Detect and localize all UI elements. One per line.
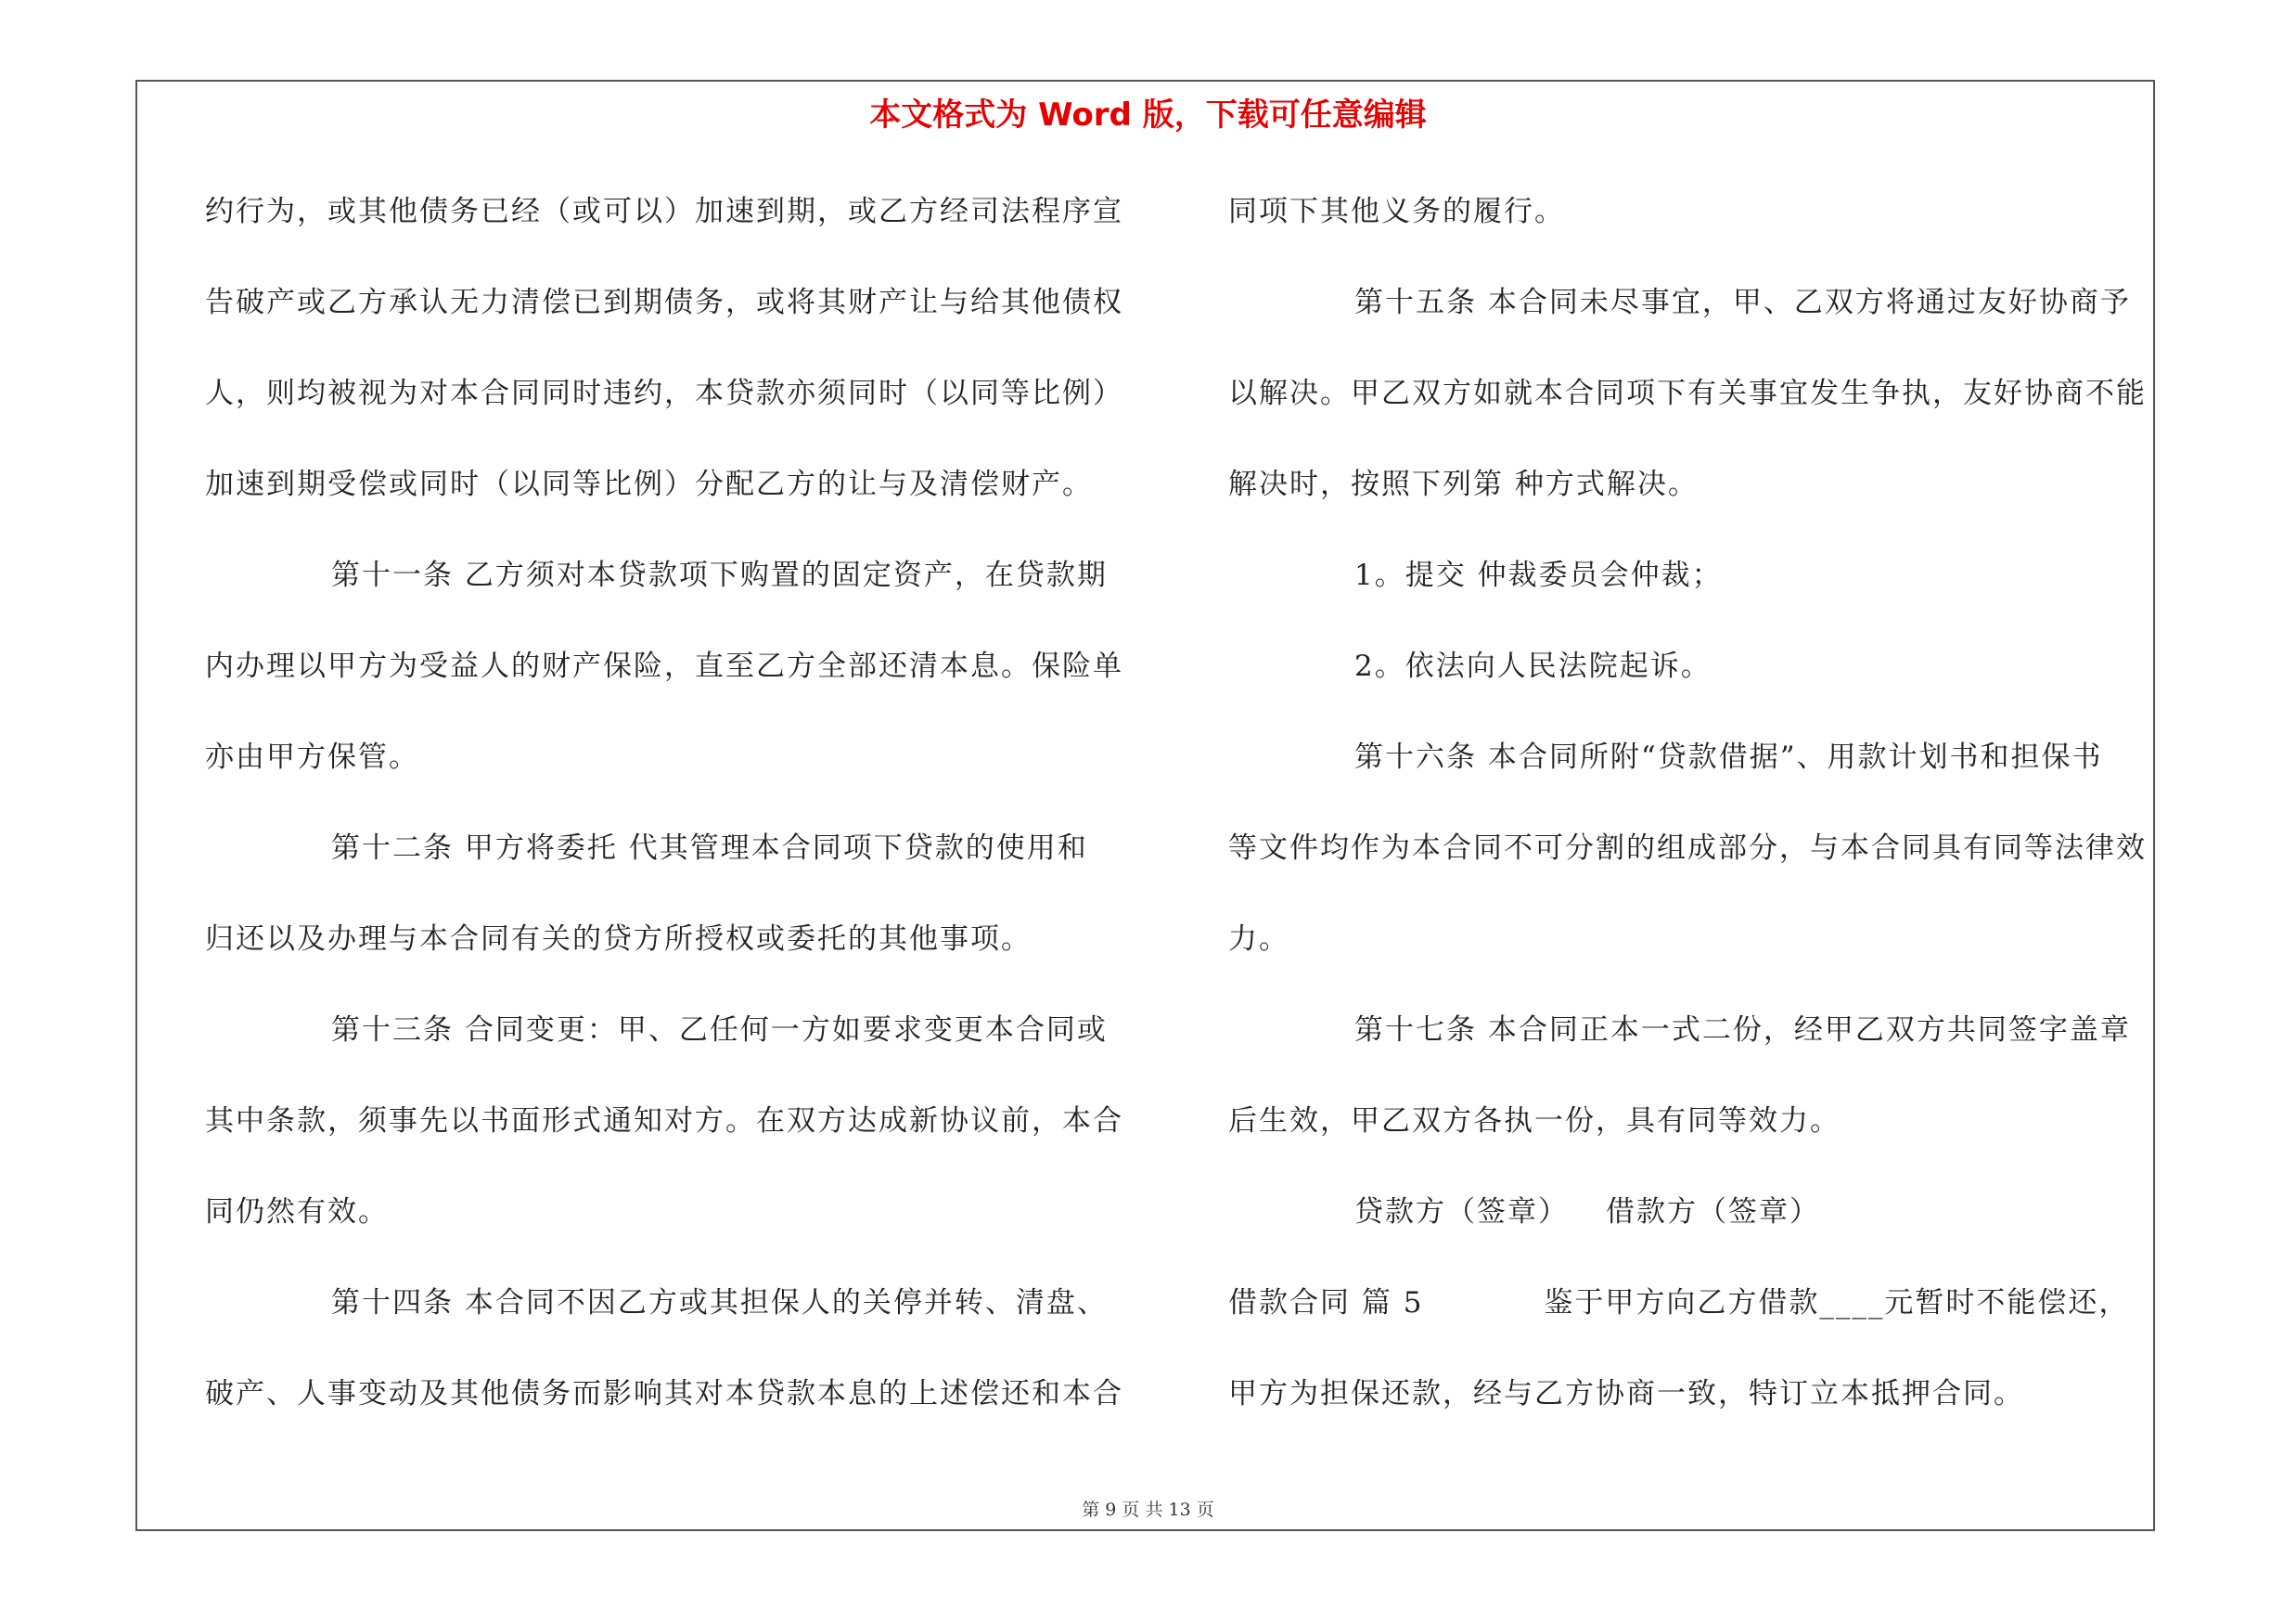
paragraph-line: 解决时，按照下列第 种方式解决。 [1228,468,1699,501]
paragraph-line: 告破产或乙方承认无力清偿已到期债务，或将其财产让与给其他债权 [205,286,1123,319]
article-17-start: 第十七条 本合同正本一式二份，经甲乙双方共同签字盖章 [1354,1013,2131,1047]
paragraph-line: 力。 [1228,922,1289,956]
paragraph-line: 亦由甲方保管。 [205,741,419,774]
contract-heading: 借款合同 篇 5 [1228,1286,1424,1320]
option-1: 1。提交 仲裁委员会仲裁； [1354,559,1723,592]
article-16-start: 第十六条 本合同所附“贷款借据”、用款计划书和担保书 [1354,741,2103,774]
article-14-start: 第十四条 本合同不因乙方或其担保人的关停并转、清盘、 [331,1286,1108,1320]
page-number: 第 9 页 共 13 页 [1082,1500,1214,1520]
right-column [1228,182,2156,1455]
article-11-start: 第十一条 乙方须对本贷款项下购置的固定资产，在贷款期 [331,559,1108,592]
paragraph-line: 后生效，甲乙双方各执一份，具有同等效力。 [1228,1104,1841,1138]
paragraph-line: 加速到期受偿或同时（以同等比例）分配乙方的让与及清偿财产。 [205,468,1093,501]
paragraph-line: 人，则均被视为对本合同同时违约，本贷款亦须同时（以同等比例） [205,377,1123,410]
paragraph-line: 其中条款，须事先以书面形式通知对方。在双方达成新协议前，本合 [205,1104,1123,1138]
left-column [205,182,1142,1455]
paragraph-line: 归还以及办理与本合同有关的贷方所授权或委托的其他事项。 [205,922,1032,956]
paragraph-line: 以解决。甲乙双方如就本合同项下有关事宜发生争执，友好协商不能 [1228,377,2147,410]
article-12-start: 第十二条 甲方将委托 代其管理本合同项下贷款的使用和 [331,831,1088,865]
signature-line [1228,1182,2156,1273]
lender-signature: 贷款方（签章） [1354,1195,1569,1229]
paragraph-line: 同项下其他义务的履行。 [1228,195,1565,228]
paragraph-line: 内办理以甲方为受益人的财产保险，直至乙方全部还清本息。保险单 [205,650,1123,683]
article-13-start: 第十三条 合同变更：甲、乙任何一方如要求变更本合同或 [331,1013,1108,1047]
paragraph-line: 约行为，或其他债务已经（或可以）加速到期，或乙方经司法程序宣 [205,195,1123,228]
paragraph-line: 甲方为担保还款，经与乙方协商一致，特订立本抵押合同。 [1228,1377,2024,1410]
paragraph-line: 等文件均作为本合同不可分割的组成部分，与本合同具有同等法律效 [1228,831,2147,865]
paragraph-line: 破产、人事变动及其他债务而影响其对本贷款本息的上述偿还和本合 [205,1377,1123,1410]
contract-intro: 鉴于甲方向乙方借款____元暂时不能偿还， [1544,1286,2130,1320]
article-15-start: 第十五条 本合同未尽事宜，甲、乙双方将通过友好协商予 [1354,286,2131,319]
paragraph-line: 同仍然有效。 [205,1195,389,1229]
contract-heading-line [1228,1273,2156,1364]
option-2: 2。依法向人民法院起诉。 [1354,650,1712,683]
borrower-signature: 借款方（签章） [1606,1195,1820,1229]
format-banner: 本文格式为 Word 版，下载可任意编辑 [869,97,1427,134]
